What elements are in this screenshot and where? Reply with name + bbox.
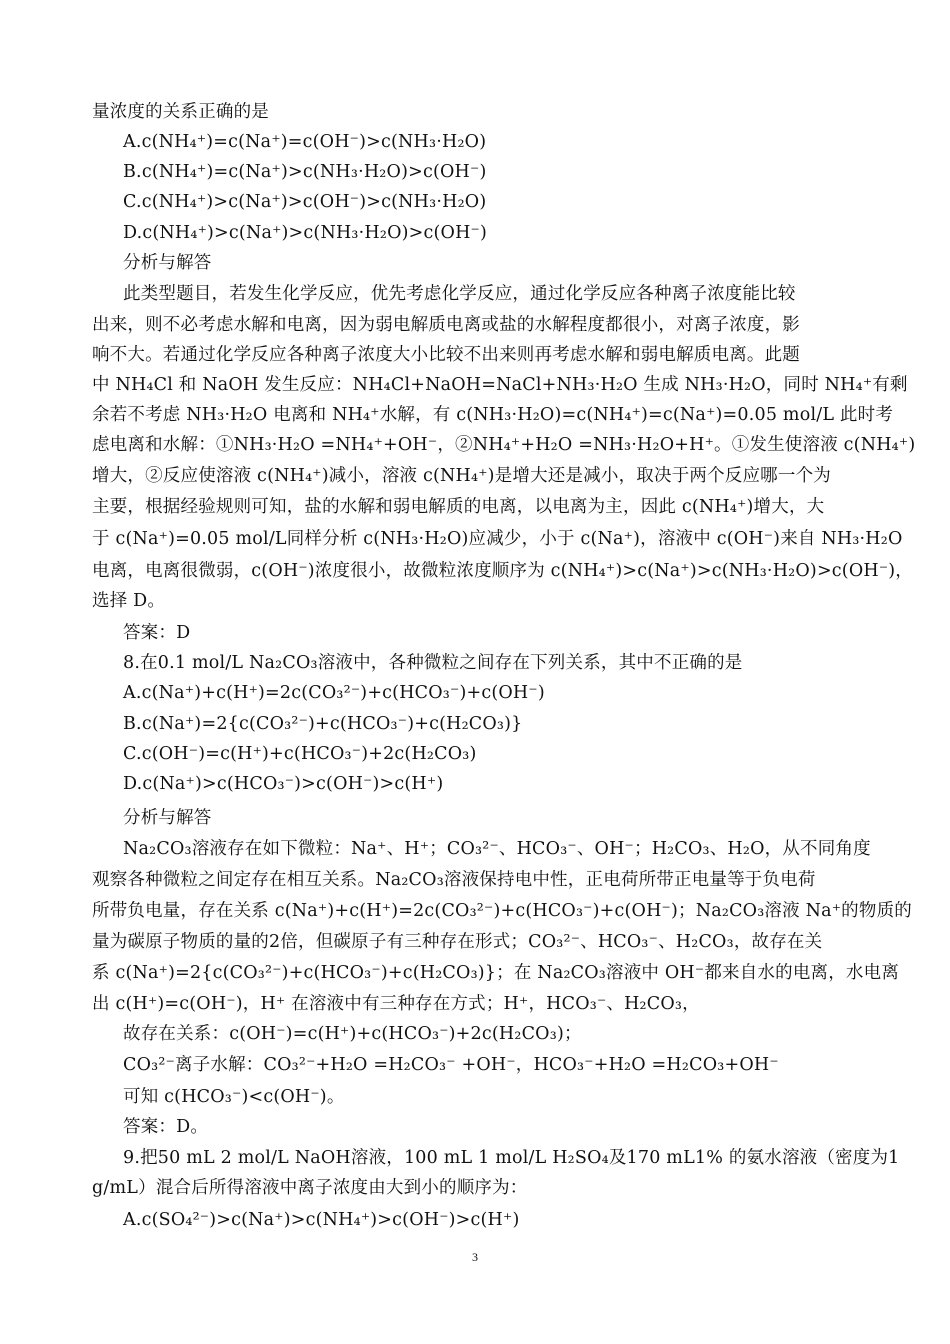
text-line: 响不大。若通过化学反应各种离子浓度大小比较不出来则再考虑水解和弱电解质电离。此题 xyxy=(92,345,800,365)
text-line: D.c(NH₄⁺)>c(Na⁺)>c(NH₃·H₂O)>c(OH⁻) xyxy=(123,223,488,243)
text-line: Na₂CO₃溶液存在如下微粒：Na⁺、H⁺；CO₃²⁻、HCO₃⁻、OH⁻；H₂CO₃、H₂O，从不同角度 xyxy=(123,839,871,859)
text-line: 量浓度的关系正确的是 xyxy=(92,102,269,122)
text-line: A.c(SO₄²⁻)>c(Na⁺)>c(NH₄⁺)>c(OH⁻)>c(H⁺) xyxy=(123,1210,520,1230)
page-number: 3 xyxy=(472,1250,478,1264)
text-line: 余若不考虑 NH₃·H₂O 电离和 NH₄⁺水解，有 c(NH₃·H₂O)=c(NH₄⁺)=c(Na⁺)=0.05 mol/L 此时考 xyxy=(92,405,894,425)
text-line: B.c(Na⁺)=2{c(CO₃²⁻)+c(HCO₃⁻)+c(H₂CO₃)} xyxy=(123,714,523,734)
text-line: 出来，则不必考虑水解和电离，因为弱电解质电离或盐的水解程度都很小，对离子浓度，影 xyxy=(92,315,800,335)
text-line: g/mL）混合后所得溶液中离子浓度由大到小的顺序为： xyxy=(92,1178,528,1198)
text-line: 出 c(H⁺)=c(OH⁻)，H⁺ 在溶液中有三种存在方式；H⁺，HCO₃⁻、H₂CO₃， xyxy=(92,994,700,1014)
text-line: 主要，根据经验规则可知，盐的水解和弱电解质的电离，以电离为主，因此 c(NH₄⁺)增大，大 xyxy=(92,497,825,517)
text-line: C.c(OH⁻)=c(H⁺)+c(HCO₃⁻)+2c(H₂CO₃) xyxy=(123,744,477,764)
text-line: A.c(Na⁺)+c(H⁺)=2c(CO₃²⁻)+c(HCO₃⁻)+c(OH⁻) xyxy=(123,683,545,703)
text-line: 电离，电离很微弱，c(OH⁻)浓度很小，故微粒浓度顺序为 c(NH₄⁺)>c(Na⁺)>c(NH₃·H₂O)>c(OH⁻)， xyxy=(92,561,914,581)
text-line: A.c(NH₄⁺)=c(Na⁺)=c(OH⁻)>c(NH₃·H₂O) xyxy=(123,132,487,152)
text-line: 分析与解答 xyxy=(123,253,212,273)
text-line: 9.把50 mL 2 mol/L NaOH溶液，100 mL 1 mol/L H₂SO₄及170 mL1% 的氨水溶液（密度为1 xyxy=(123,1148,900,1168)
text-line: 量为碳原子物质的量的2倍，但碳原子有三种存在形式；CO₃²⁻、HCO₃⁻、H₂CO₃，故存在关 xyxy=(92,932,823,952)
text-line: 分析与解答 xyxy=(123,808,212,828)
text-line: 答案：D。 xyxy=(123,1117,209,1137)
text-line: D.c(Na⁺)>c(HCO₃⁻)>c(OH⁻)>c(H⁺) xyxy=(123,774,444,794)
text-line: 观察各种微粒之间定存在相互关系。Na₂CO₃溶液保持电中性，正电荷所带正电量等于负电荷 xyxy=(92,870,816,890)
text-line: 中 NH₄Cl 和 NaOH 发生反应：NH₄Cl+NaOH=NaCl+NH₃·H₂O 生成 NH₃·H₂O，同时 NH₄⁺有剩 xyxy=(92,375,908,395)
text-line: 可知 c(HCO₃⁻)<c(OH⁻)。 xyxy=(123,1087,345,1107)
text-line: 增大，②反应使溶液 c(NH₄⁺)减小，溶液 c(NH₄⁺)是增大还是减小，取决于两个反应哪一个为 xyxy=(92,466,831,486)
text-line: 系 c(Na⁺)=2{c(CO₃²⁻)+c(HCO₃⁻)+c(H₂CO₃)}；在 Na₂CO₃溶液中 OH⁻都来自水的电离，水电离 xyxy=(92,963,900,983)
text-line: B.c(NH₄⁺)=c(Na⁺)>c(NH₃·H₂O)>c(OH⁻) xyxy=(123,162,487,182)
text-line: 此类型题目，若发生化学反应，优先考虑化学反应，通过化学反应各种离子浓度能比较 xyxy=(123,284,796,304)
text-line: 选择 D。 xyxy=(92,591,166,611)
text-line: 8.在0.1 mol/L Na₂CO₃溶液中，各种微粒之间存在下列关系，其中不正确的是 xyxy=(123,653,743,673)
text-line: 故存在关系：c(OH⁻)=c(H⁺)+c(HCO₃⁻)+2c(H₂CO₃)； xyxy=(123,1024,582,1044)
text-line: C.c(NH₄⁺)>c(Na⁺)>c(OH⁻)>c(NH₃·H₂O) xyxy=(123,192,487,212)
text-line: 所带负电量，存在关系 c(Na⁺)+c(H⁺)=2c(CO₃²⁻)+c(HCO₃⁻)+c(OH⁻)；Na₂CO₃溶液 Na⁺的物质的 xyxy=(92,901,912,921)
text-line: CO₃²⁻离子水解：CO₃²⁻+H₂O =H₂CO₃⁻ +OH⁻，HCO₃⁻+H₂O =H₂CO₃+OH⁻ xyxy=(123,1055,779,1075)
text-line: 虑电离和水解：①NH₃·H₂O =NH₄⁺+OH⁻，②NH₄⁺+H₂O =NH₃·H₂O+H⁺。①发生使溶液 c(NH₄⁺) xyxy=(92,435,916,455)
text-line: 于 c(Na⁺)=0.05 mol/L同样分析 c(NH₃·H₂O)应减少，小于 c(Na⁺)，溶液中 c(OH⁻)来自 NH₃·H₂O xyxy=(92,529,903,549)
text-line: 答案：D xyxy=(123,623,191,643)
